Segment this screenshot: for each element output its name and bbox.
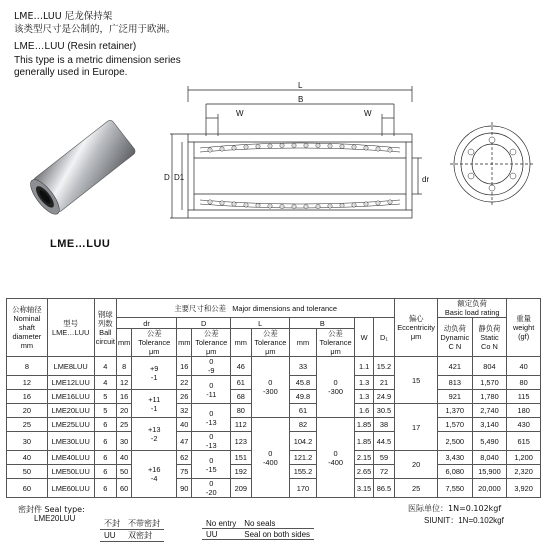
header-load-rating: 额定负荷 Basic load rating bbox=[437, 299, 506, 318]
cell-dr: 25 bbox=[117, 418, 132, 432]
cell-W: 1.1 bbox=[355, 357, 373, 376]
unit-conversion-cn: 医际单位：1N=0.102kgf bbox=[408, 504, 502, 513]
cell-D-tolerance: 0 -13 bbox=[192, 404, 231, 432]
cell-D1: 15.2 bbox=[373, 357, 394, 376]
table-row bbox=[7, 418, 541, 432]
cell-L: 123 bbox=[231, 432, 251, 451]
cell-W: 1.3 bbox=[355, 390, 373, 404]
header-model: 型号 LME…LUU bbox=[47, 299, 94, 357]
cell-W: 2.15 bbox=[355, 451, 373, 465]
cell-circuit: 4 bbox=[94, 376, 116, 390]
label-B: B bbox=[298, 95, 304, 104]
cell-D-tolerance: 0 -15 bbox=[192, 451, 231, 479]
cell-D1: 21 bbox=[373, 376, 394, 390]
cell-weight: 615 bbox=[507, 432, 541, 451]
description-line-2: generally used in Europe. bbox=[14, 67, 128, 78]
header-dynamic: 动负荷 Dynamic C N bbox=[437, 318, 472, 357]
header-tolerance: 公差 Tolerance μm bbox=[192, 329, 231, 357]
cell-D: 40 bbox=[177, 418, 192, 432]
cell-D1: 30.5 bbox=[373, 404, 394, 418]
cell-circuit: 5 bbox=[94, 390, 116, 404]
cell-circuit: 6 bbox=[94, 418, 116, 432]
cell-D-tolerance: 0 -20 bbox=[192, 479, 231, 498]
cell-dr: 16 bbox=[117, 390, 132, 404]
cell-L: 192 bbox=[231, 465, 251, 479]
description-line-1: This type is a metric dimension series bbox=[14, 55, 181, 66]
cell-L-tolerance: 0 -300 bbox=[251, 357, 290, 418]
cell-circuit: 6 bbox=[94, 465, 116, 479]
cell-L: 80 bbox=[231, 404, 251, 418]
cell-static-load: 804 bbox=[472, 357, 507, 376]
cell-dynamic-load: 921 bbox=[437, 390, 472, 404]
cell-shaft: 60 bbox=[7, 479, 48, 498]
label-D: D bbox=[164, 173, 170, 182]
cell-shaft: 8 bbox=[7, 357, 48, 376]
cell-model: LME25LUU bbox=[47, 418, 94, 432]
seal-example: LME20LUU bbox=[34, 514, 76, 523]
cell-static-load: 20,000 bbox=[472, 479, 507, 498]
cell-weight: 2,320 bbox=[507, 465, 541, 479]
product-label: LME…LUU bbox=[50, 238, 111, 250]
cell-B: 104.2 bbox=[290, 432, 316, 451]
cell-B: 61 bbox=[290, 404, 316, 418]
cell-L: 61 bbox=[231, 376, 251, 390]
cell-W: 1.6 bbox=[355, 404, 373, 418]
cell-W: 3.15 bbox=[355, 479, 373, 498]
header-circuit: 钢球 列数 Ball circuit bbox=[94, 299, 116, 357]
cell-dr: 20 bbox=[117, 404, 132, 418]
cell-shaft: 12 bbox=[7, 376, 48, 390]
header-L: L bbox=[231, 318, 290, 329]
cell-dr: 60 bbox=[117, 479, 132, 498]
cell-model: LME20LUU bbox=[47, 404, 94, 418]
title-cn: LME…LUU 尼龙保持架 bbox=[14, 11, 113, 22]
cell-eccentricity: 20 bbox=[395, 451, 438, 479]
cell-D: 62 bbox=[177, 451, 192, 465]
cell-eccentricity: 15 bbox=[395, 357, 438, 404]
cell-B: 121.2 bbox=[290, 451, 316, 465]
cell-model: LME30LUU bbox=[47, 432, 94, 451]
header-nominal: 公称轴径 Nominal shaft diameter mm bbox=[7, 299, 48, 357]
specification-table bbox=[6, 298, 541, 498]
cell-B-tolerance: 0 -300 bbox=[316, 357, 355, 418]
cell-weight: 40 bbox=[507, 357, 541, 376]
bushing-photo bbox=[6, 100, 156, 240]
cell-L: 46 bbox=[231, 357, 251, 376]
cell-model: LME60LUU bbox=[47, 479, 94, 498]
table-body bbox=[7, 357, 541, 498]
cell-weight: 430 bbox=[507, 418, 541, 432]
header-D1: D₁ bbox=[373, 318, 394, 357]
cell-B: 45.8 bbox=[290, 376, 316, 390]
cell-weight: 115 bbox=[507, 390, 541, 404]
cell-D1: 24.9 bbox=[373, 390, 394, 404]
header-mm: mm bbox=[177, 329, 192, 357]
label-W-right: W bbox=[364, 109, 372, 118]
cell-dynamic-load: 1,570 bbox=[437, 418, 472, 432]
cell-circuit: 6 bbox=[94, 479, 116, 498]
cell-D: 32 bbox=[177, 404, 192, 418]
cell-shaft: 16 bbox=[7, 390, 48, 404]
cell-D-tolerance: 0 -11 bbox=[192, 376, 231, 404]
header-major-dimensions: 主要尺寸和公差 Major dimensions and tolerance bbox=[117, 299, 395, 318]
unit-conversion-en: SIUNIT：1N=0.102kgf bbox=[424, 516, 504, 525]
cell-D1: 38 bbox=[373, 418, 394, 432]
cell-W: 1.85 bbox=[355, 418, 373, 432]
cell-L: 209 bbox=[231, 479, 251, 498]
cell-dynamic-load: 813 bbox=[437, 376, 472, 390]
cell-W: 1.85 bbox=[355, 432, 373, 451]
cell-shaft: 20 bbox=[7, 404, 48, 418]
cell-D1: 59 bbox=[373, 451, 394, 465]
header-dr: dr bbox=[117, 318, 177, 329]
header-static: 静负荷 Static Co N bbox=[472, 318, 507, 357]
subtitle-cn: 该类型尺寸是公制的，广泛用于欧洲。 bbox=[14, 24, 176, 35]
bushing-end-view bbox=[448, 120, 538, 210]
seal-legend-table-cn: 不封 不带密封 UU 双密封 bbox=[100, 518, 164, 542]
cell-D: 26 bbox=[177, 390, 192, 404]
cell-L-tolerance: 0 -400 bbox=[251, 418, 290, 498]
cell-D: 90 bbox=[177, 479, 192, 498]
cell-weight: 180 bbox=[507, 404, 541, 418]
cell-static-load: 2,740 bbox=[472, 404, 507, 418]
cell-shaft: 40 bbox=[7, 451, 48, 465]
header-eccentricity: 偏心 Eccentricity μm bbox=[395, 299, 438, 357]
cell-D: 16 bbox=[177, 357, 192, 376]
cell-dynamic-load: 421 bbox=[437, 357, 472, 376]
cell-D: 22 bbox=[177, 376, 192, 390]
cell-model: LME50LUU bbox=[47, 465, 94, 479]
cell-dynamic-load: 1,370 bbox=[437, 404, 472, 418]
cell-weight: 80 bbox=[507, 376, 541, 390]
cell-dynamic-load: 6,080 bbox=[437, 465, 472, 479]
cell-B: 49.8 bbox=[290, 390, 316, 404]
label-dr: dr bbox=[422, 175, 430, 184]
header-mm: mm bbox=[117, 329, 132, 357]
cell-static-load: 1,570 bbox=[472, 376, 507, 390]
cell-dr: 12 bbox=[117, 376, 132, 390]
cell-dr: 8 bbox=[117, 357, 132, 376]
cell-B: 82 bbox=[290, 418, 316, 432]
label-L: L bbox=[298, 81, 303, 90]
cell-model: LME8LUU bbox=[47, 357, 94, 376]
table-row bbox=[7, 357, 541, 376]
cell-static-load: 1,780 bbox=[472, 390, 507, 404]
bushing-cross-section-drawing bbox=[160, 78, 440, 228]
cell-eccentricity: 17 bbox=[395, 404, 438, 451]
title-en: LME…LUU (Resin retainer) bbox=[14, 41, 137, 52]
header-weight: 重量 weight (gf) bbox=[507, 299, 541, 357]
cell-D1: 72 bbox=[373, 465, 394, 479]
cell-model: LME16LUU bbox=[47, 390, 94, 404]
cell-weight: 3,920 bbox=[507, 479, 541, 498]
cell-circuit: 5 bbox=[94, 404, 116, 418]
header-mm: mm bbox=[290, 329, 316, 357]
cell-shaft: 25 bbox=[7, 418, 48, 432]
cell-static-load: 5,490 bbox=[472, 432, 507, 451]
cell-L: 68 bbox=[231, 390, 251, 404]
cell-dynamic-load: 2,500 bbox=[437, 432, 472, 451]
cell-dynamic-load: 7,550 bbox=[437, 479, 472, 498]
cell-dynamic-load: 3,430 bbox=[437, 451, 472, 465]
cell-static-load: 8,040 bbox=[472, 451, 507, 465]
cell-dr: 30 bbox=[117, 432, 132, 451]
header-tolerance: 公差 Tolerance μm bbox=[251, 329, 290, 357]
header-tolerance: 公差 Tolerance μm bbox=[132, 329, 177, 357]
cell-D1: 86.5 bbox=[373, 479, 394, 498]
cell-D-tolerance: 0 -9 bbox=[192, 357, 231, 376]
cell-L: 112 bbox=[231, 418, 251, 432]
cell-dr-tolerance: +9 -1 bbox=[132, 357, 177, 390]
seal-legend-table-en: No entry No seals UU Seal on both sides bbox=[202, 518, 314, 540]
header-tolerance: 公差 Tolerance μm bbox=[316, 329, 355, 357]
cell-D: 75 bbox=[177, 465, 192, 479]
cell-B: 33 bbox=[290, 357, 316, 376]
header-W: W bbox=[355, 318, 373, 357]
cell-B-tolerance: 0 -400 bbox=[316, 418, 355, 498]
cell-B: 170 bbox=[290, 479, 316, 498]
cell-circuit: 6 bbox=[94, 451, 116, 465]
cell-D-tolerance: 0 -13 bbox=[192, 432, 231, 451]
cell-static-load: 3,140 bbox=[472, 418, 507, 432]
cell-circuit: 4 bbox=[94, 357, 116, 376]
cell-B: 155.2 bbox=[290, 465, 316, 479]
cell-D1: 44.5 bbox=[373, 432, 394, 451]
header-D: D bbox=[177, 318, 231, 329]
cell-shaft: 30 bbox=[7, 432, 48, 451]
header-mm: mm bbox=[231, 329, 251, 357]
cell-dr-tolerance: +13 -2 bbox=[132, 418, 177, 451]
cell-eccentricity: 25 bbox=[395, 479, 438, 498]
cell-dr: 40 bbox=[117, 451, 132, 465]
header-B: B bbox=[290, 318, 355, 329]
cell-circuit: 6 bbox=[94, 432, 116, 451]
cell-model: LME12LUU bbox=[47, 376, 94, 390]
cell-W: 1.3 bbox=[355, 376, 373, 390]
label-W-left: W bbox=[236, 109, 244, 118]
label-D1: D1 bbox=[174, 173, 185, 182]
cell-dr: 50 bbox=[117, 465, 132, 479]
cell-W: 2.65 bbox=[355, 465, 373, 479]
cell-L: 151 bbox=[231, 451, 251, 465]
seal-type-label: 密封件 Seal type: bbox=[18, 505, 85, 514]
cell-model: LME40LUU bbox=[47, 451, 94, 465]
cell-dr-tolerance: +16 -4 bbox=[132, 451, 177, 498]
cell-shaft: 50 bbox=[7, 465, 48, 479]
cell-dr-tolerance: +11 -1 bbox=[132, 390, 177, 418]
cell-weight: 1,200 bbox=[507, 451, 541, 465]
cell-static-load: 15,900 bbox=[472, 465, 507, 479]
cell-D: 47 bbox=[177, 432, 192, 451]
